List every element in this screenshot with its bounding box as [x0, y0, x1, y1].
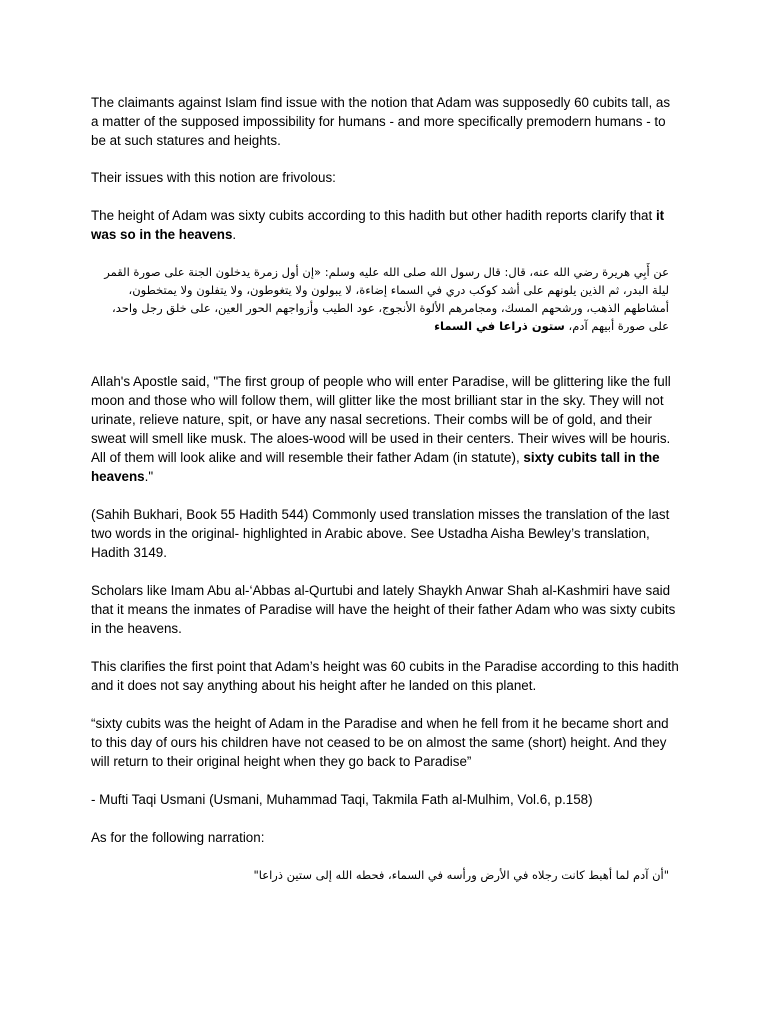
scholars-paragraph: Scholars like Imam Abu al-‘Abbas al-Qurtubi and lately Shaykh Anwar Shah al-Kashmiri have said that it means the inmates of Paradise will have the height of their father Adam who was sixty cubits in the heavens.	[91, 583, 676, 636]
intro-paragraph: The claimants against Islam find issue with the notion that Adam was supposedly 60 cubits tall, as a matter of the supposed impossibility for humans - and more specifically premodern humans - to be at such statures and heights.	[91, 95, 671, 148]
hadith-translation	[91, 372, 681, 486]
arabic-hadith-emphasis: ستون ذراعا في السماء	[434, 319, 565, 333]
hadith-translation-end: ."	[144, 469, 154, 484]
heavens-emphasis: it was so in the heavens	[91, 208, 665, 242]
clarification-paragraph: This clarifies the first point that Adam’s height was 60 cubits in the Paradise according to this hadith and it does not say anything about his height after he landed on this planet.	[91, 659, 679, 693]
arabic-hadith-text: عن أَبِي هريرة رضي الله عنه، قال: قال رسول الله صلى الله عليه وسلم: «إن أول زمرة يدخلون الجنة على صورة القمر ليلة البدر، ثم الذين يلونهم على أشد كوكب دري في السماء إضاءة، لا يبولون ولا يتغوطون، ولا يتفلون ولا يمتخطون، أمشاطهم الذهب، ورشحهم المسك، ومجامرهم الألوة الأنجوج، عود الطيب وأزواجهم الحور العين، على خلق رجل واحد، على صورة أبيهم آدم،	[104, 265, 669, 333]
hadith-translation-text: Allah's Apostle said, "The first group of people who will enter Paradise, will be glittering like the full moon and those who will follow them, will glitter like the most brilliant star in the sky. They will not urinate, relieve nature, spit, or have any nasal secretions. Their combs will be of gold, and their sweat will smell like musk. The aloes-wood will be used in their centers. Their wives will be houris. All of them will look alike and will resemble their father Adam (in statute),	[91, 374, 671, 465]
narration-intro: As for the following narration:	[91, 830, 265, 845]
citation-paragraph: (Sahih Bukhari, Book 55 Hadith 544) Commonly used translation misses the translation of the last two words in the original- highlighted in Arabic above. See Ustadha Aisha Bewley’s translation, Hadith 3149.	[91, 507, 670, 560]
quote-paragraph: “sixty cubits was the height of Adam in the Paradise and when he fell from it he became short and to this day of ours his children have not ceased to be on almost the same (short) height. And they will return to their original height when they go back to Paradise”	[91, 716, 669, 769]
document-body	[91, 93, 681, 884]
height-paragraph	[91, 206, 681, 244]
frivolous-paragraph: Their issues with this notion are frivolous:	[91, 170, 336, 185]
height-text: The height of Adam was sixty cubits according to this hadith but other hadith reports clarify that	[91, 208, 656, 223]
height-end: .	[232, 227, 237, 242]
arabic-narration: "أن آدم لما أهبط كانت رجلاه في الأرض ورأسه في السماء، فحطه الله إلى ستين ذراعا"	[253, 868, 669, 882]
hadith-translation-emphasis: sixty cubits tall in the heavens	[91, 450, 660, 484]
arabic-hadith	[91, 263, 669, 335]
attribution-paragraph: - Mufti Taqi Usmani (Usmani, Muhammad Taqi, Takmila Fath al-Mulhim, Vol.6, p.158)	[91, 792, 593, 807]
